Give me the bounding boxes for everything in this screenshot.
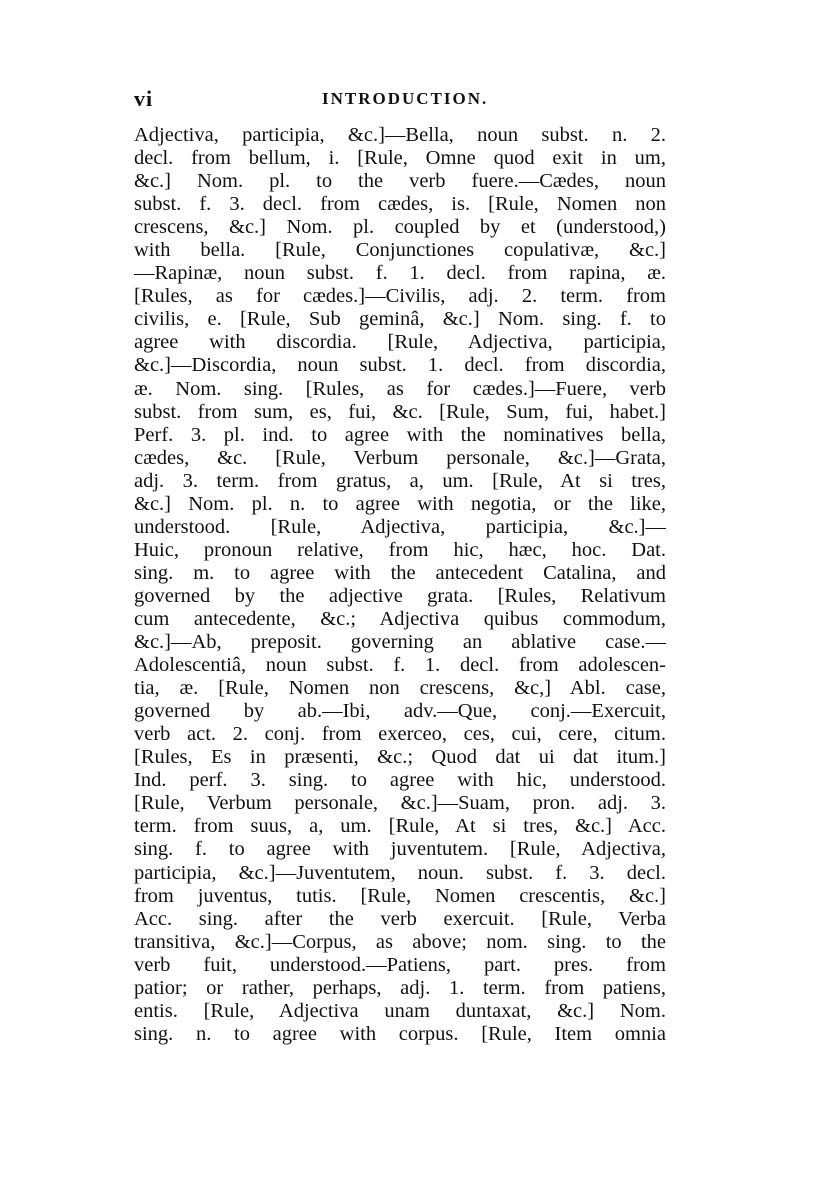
text-line: &c.] Nom. pl. n. to agree with negotia, or the like, [134, 492, 666, 515]
text-line: &c.] Nom. pl. to the verb fuere.—Cædes, noun [134, 170, 666, 193]
text-line: subst. from sum, es, fui, &c. [Rule, Sum, fui, habet.] [134, 400, 666, 423]
text-line: transitiva, &c.]—Corpus, as above; nom. sing. to the [134, 930, 666, 953]
text-line: [Rule, Verbum personale, &c.]—Suam, pron. adj. 3. [134, 792, 666, 815]
text-line: Acc. sing. after the verb exercuit. [Rule, Verba [134, 907, 666, 930]
text-line: &c.]—Ab, preposit. governing an ablative case.— [134, 631, 666, 654]
text-line: term. from suus, a, um. [Rule, At si tres, &c.] Acc. [134, 815, 666, 838]
text-line: decl. from bellum, i. [Rule, Omne quod exit in um, [134, 147, 666, 170]
text-line: Adjectiva, participia, &c.]—Bella, noun subst. n. 2. [134, 124, 666, 146]
text-line: governed by the adjective grata. [Rules, Relativum [134, 584, 666, 607]
text-line: governed by ab.—Ibi, adv.—Que, conj.—Exercuit, [134, 700, 666, 723]
text-line: sing. n. to agree with corpus. [Rule, Item omnia [134, 1022, 666, 1045]
page-number: vi [134, 86, 154, 111]
text-line: patior; or rather, perhaps, adj. 1. term. from patiens, [134, 976, 666, 999]
text-line: [Rules, Es in præsenti, &c.; Quod dat ui dat itum.] [134, 746, 666, 769]
text-line: verb fuit, understood.—Patiens, part. pres. from [134, 953, 666, 976]
text-line: agree with discordia. [Rule, Adjectiva, participia, [134, 331, 666, 354]
text-line: cum antecedente, &c.; Adjectiva quibus commodum, [134, 607, 666, 630]
text-line: sing. m. to agree with the antecedent Catalina, and [134, 561, 666, 584]
text-line: æ. Nom. sing. [Rules, as for cædes.]—Fuere, verb [134, 377, 666, 400]
text-line: Huic, pronoun relative, from hic, hæc, hoc. Dat. [134, 538, 666, 561]
text-line: from juventus, tutis. [Rule, Nomen crescentis, &c.] [134, 884, 666, 907]
text-line: with bella. [Rule, Conjunctiones copulativæ, &c.] [134, 239, 666, 262]
text-line: participia, &c.]—Juventutem, noun. subst. f. 3. decl. [134, 861, 666, 884]
text-line: —Rapinæ, noun subst. f. 1. decl. from rapina, æ. [134, 262, 666, 285]
text-line: entis. [Rule, Adjectiva unam duntaxat, &c.] Nom. [134, 999, 666, 1022]
text-line: Perf. 3. pl. ind. to agree with the nominatives bella, [134, 423, 666, 446]
text-line: Adolescentiâ, noun subst. f. 1. decl. from adolescen- [134, 654, 666, 677]
text-line: subst. f. 3. decl. from cædes, is. [Rule, Nomen non [134, 193, 666, 216]
text-line: &c.]—Discordia, noun subst. 1. decl. from discordia, [134, 354, 666, 377]
text-line: adj. 3. term. from gratus, a, um. [Rule, At si tres, [134, 469, 666, 492]
text-line: cædes, &c. [Rule, Verbum personale, &c.]—Grata, [134, 446, 666, 469]
running-head [134, 86, 666, 112]
text-line: Ind. perf. 3. sing. to agree with hic, understood. [134, 769, 666, 792]
running-title: INTRODUCTION. [322, 89, 489, 108]
text-line: civilis, e. [Rule, Sub geminâ, &c.] Nom. sing. f. to [134, 308, 666, 331]
text-line: [Rules, as for cædes.]—Civilis, adj. 2. term. from [134, 285, 666, 308]
text-line: understood. [Rule, Adjectiva, participia, &c.]— [134, 515, 666, 538]
text-line: tia, æ. [Rule, Nomen non crescens, &c,] Abl. case, [134, 677, 666, 700]
body-text [134, 124, 666, 1046]
text-line: crescens, &c.] Nom. pl. coupled by et (understood,) [134, 216, 666, 239]
text-line: sing. f. to agree with juventutem. [Rule, Adjectiva, [134, 838, 666, 861]
text-line: verb act. 2. conj. from exerceo, ces, cui, cere, citum. [134, 723, 666, 746]
